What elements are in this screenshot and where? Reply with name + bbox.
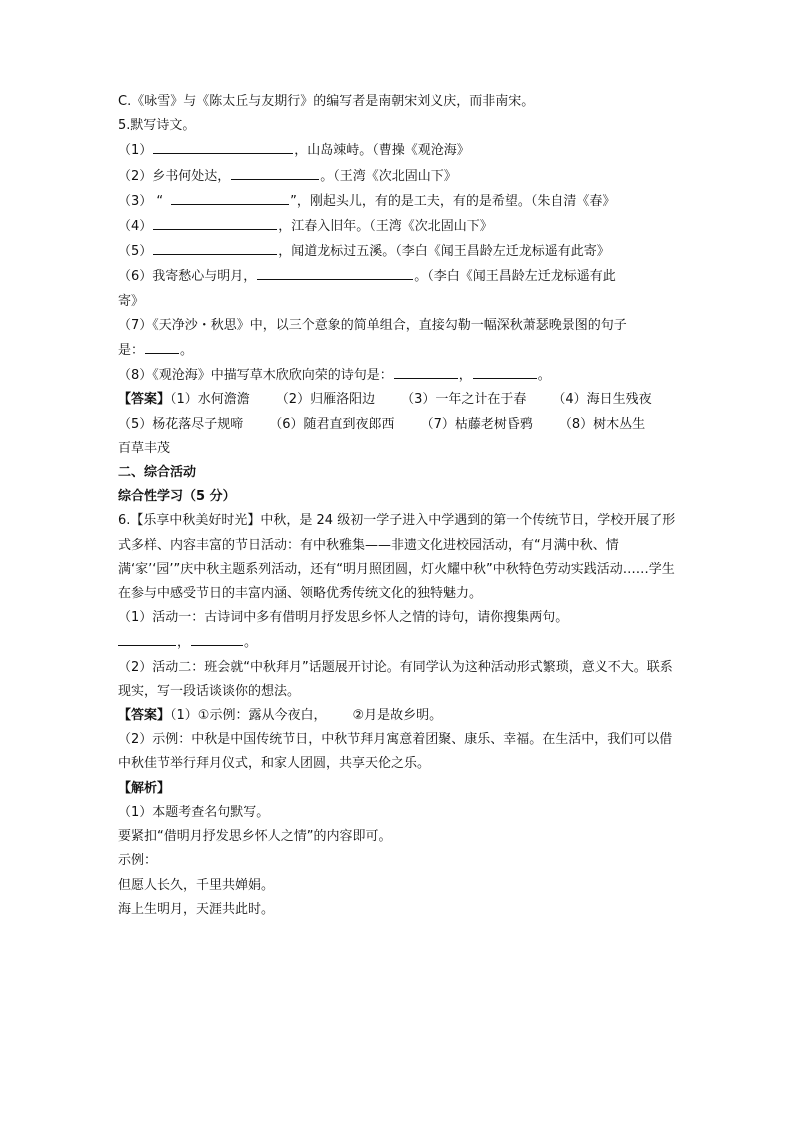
analysis-line: （1）本题考查名句默写。 [118, 804, 270, 820]
answer-line [118, 704, 678, 728]
fill-blank [473, 363, 537, 379]
item-text: 。 [537, 368, 551, 384]
question-item [118, 630, 678, 655]
fill-blank [153, 138, 293, 154]
answer-line [118, 388, 678, 412]
answer-item: （1）①示例：露从今夜白， [170, 708, 327, 724]
fill-blank [118, 630, 176, 646]
question-heading: 5.默写诗文。 [118, 118, 196, 134]
answer-label: 【答案】 [118, 708, 171, 724]
question-item [118, 189, 678, 214]
fill-blank [191, 630, 243, 646]
question-paragraph: 6.【乐享中秋美好时光】中秋，是 24 级初一学子进入中学遇到的第一个传统节日，学校开展了形式多样、内容丰富的节日活动：有中秋雅集——非遗文化进校园活动，有“月满中秋、情满‘家’‘园’”庆中秋主题系列活动，还有“明月照团圆，灯火耀中秋”中秋特色劳动实践活动……学生在参与中感受节日的丰富内涵、领略优秀传统文化的独特魅力。 [118, 513, 676, 602]
item-text: 。（王湾《次北固山下》 [320, 168, 457, 184]
item-text: （8）《观沧海》中描写草木欣欣向荣的诗句是： [118, 368, 393, 384]
answer-item: （3）一年之计在于春 [401, 392, 527, 408]
answer-line [118, 413, 678, 437]
analysis-line: 示例： [118, 853, 158, 869]
answer-item: （1）水何澹澹 [170, 392, 250, 408]
item-text: 。 [180, 343, 194, 359]
item-text: 。（李白《闻王昌龄左迁龙标遥有此 [414, 269, 616, 285]
question-paragraph: （2）活动二：班会就“中秋拜月”话题展开讨论。有同学认为这种活动形式繁琐，意义不大。联系现实，写一段话谈谈你的想法。 [118, 659, 673, 699]
item-text: 是： [118, 343, 145, 359]
fill-blank [171, 189, 289, 205]
fill-blank [394, 363, 458, 379]
fill-blank [257, 264, 413, 280]
question-item [118, 164, 678, 189]
answer-label: 【答案】 [118, 392, 171, 408]
item-text: ， [177, 635, 191, 651]
fill-blank [153, 239, 277, 255]
answer-item: （7）枯藤老树昏鸦 [420, 416, 533, 432]
item-number: （1） [118, 143, 153, 159]
answer-item: （4）海日生残夜 [552, 392, 652, 408]
answer-item: （2）归雁洛阳边 [275, 392, 376, 408]
item-text: （2）乡书何处达， [118, 168, 231, 184]
fill-blank [231, 164, 319, 180]
text-line: 寄》 [118, 293, 145, 309]
section-heading: 二、综合活动 [118, 465, 197, 481]
question-item [118, 363, 678, 388]
question-item: （1）活动一：古诗词中多有借明月抒发思乡怀人之情的诗句，请你搜集两句。 [118, 610, 569, 626]
item-text: ，山岛竦峙。（曹操《观沧海》 [294, 143, 470, 159]
answer-paragraph: （2）示例：中秋是中国传统节日，中秋节拜月寓意着团聚、康乐、幸福。在生活中，我们可以借中秋佳节举行拜月仪式，和家人团圆，共享天伦之乐。 [118, 732, 673, 772]
item-text: ，闻道龙标过五溪。（李白《闻王昌龄左迁龙标遥有此寄》 [278, 244, 610, 260]
question-item [118, 138, 678, 163]
answer-item: （8）树木丛生 [558, 416, 646, 432]
text-line: C.《咏雪》与《陈太丘与友期行》的编写者是南朝宋刘义庆，而非南宋。 [118, 94, 535, 109]
item-number: （4） [118, 219, 153, 235]
question-item [118, 239, 678, 264]
item-text: ”，刚起头儿，有的是工夫，有的是希望。（朱自清《春》 [290, 193, 616, 209]
question-item: （7）《天净沙・秋思》中，以三个意象的简单组合，直接勾勒一幅深秋萧瑟晚景图的句子 [118, 317, 627, 333]
question-item [118, 264, 678, 289]
analysis-line: 海上生明月，天涯共此时。 [118, 901, 275, 917]
item-text: ， [458, 368, 472, 384]
item-text: 。 [244, 635, 258, 651]
analysis-label: 【解析】 [118, 780, 171, 796]
item-text: ，江春入旧年。（王湾《次北固山下》 [278, 219, 493, 235]
answer-line: 百草丰茂 [118, 440, 171, 456]
question-item [118, 338, 678, 363]
answer-item: （5）杨花落尽子规啼 [118, 416, 244, 432]
question-item [118, 214, 678, 239]
answer-item: ②月是故乡明。 [352, 708, 443, 724]
fill-blank [153, 214, 277, 230]
item-text: （6）我寄愁心与明月， [118, 269, 257, 285]
item-number: （5） [118, 244, 153, 260]
item-text: （3） “ [118, 193, 164, 209]
analysis-line: 但愿人长久，千里共婵娟。 [118, 877, 275, 893]
fill-blank [145, 338, 179, 354]
section-subheading: 综合性学习（5 分） [118, 489, 236, 505]
analysis-line: 要紧扣“借明月抒发思乡怀人之情”的内容即可。 [118, 829, 392, 845]
document-page [118, 90, 678, 922]
answer-item: （6）随君直到夜郎西 [269, 416, 395, 432]
